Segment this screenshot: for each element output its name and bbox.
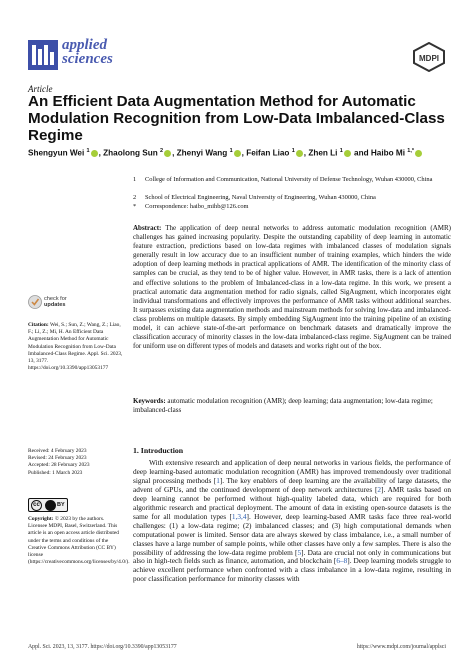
- author-separator: ,: [303, 148, 309, 158]
- author-separator: ,: [172, 148, 177, 158]
- cc-by-text: BY: [57, 502, 65, 508]
- footer-journal-link[interactable]: https://www.mdpi.com/journal/applsci: [356, 644, 446, 650]
- mdpi-logo-icon: [412, 42, 446, 72]
- check-for-updates-badge[interactable]: [28, 294, 88, 316]
- cc-by-license-badge[interactable]: [28, 498, 68, 512]
- affiliation-text: College of Information and Communication, National University of Defense Technology, Wuhan 430000, China: [145, 176, 433, 183]
- copyright-text: © 2023 by the authors. Licensee MDPI, Basel, Switzerland. This article is an open access article distributed under the terms and conditions of the Creative Commons Attribution (CC BY) license (https://creativecommons.org/licenses/by/4.0/).: [28, 516, 130, 566]
- author-separator: and: [351, 148, 371, 158]
- date-line: Received: 4 February 2023: [28, 448, 87, 454]
- orcid-icon[interactable]: [296, 150, 303, 157]
- abstract: [133, 224, 451, 351]
- orcid-icon[interactable]: [234, 150, 241, 157]
- author-separator: ,: [241, 148, 247, 158]
- author-name[interactable]: Haibo Mi: [370, 148, 408, 158]
- article-dates: [28, 448, 124, 477]
- publisher-name: MDPI: [419, 54, 439, 63]
- orcid-icon[interactable]: [91, 150, 98, 157]
- section-title: 1. Introduction: [133, 446, 184, 455]
- affiliation-item: [133, 203, 453, 211]
- reference-link[interactable]: 1: [216, 475, 220, 485]
- author-name[interactable]: Zhenyi Wang: [176, 148, 230, 158]
- keywords-label: Keywords:: [133, 397, 166, 405]
- author-affiliation-sup: 1: [86, 148, 90, 154]
- keywords-text: automatic modulation recognition (AMR); deep learning; data augmentation; low-data regime; imbalanced-class: [133, 397, 433, 415]
- affiliation-item: [133, 194, 453, 202]
- author-affiliation-sup: 2: [160, 148, 164, 154]
- author-affiliation-sup: 1: [291, 148, 295, 154]
- introduction-paragraph: [133, 459, 451, 584]
- check-updates-icon: [28, 294, 42, 310]
- intro-text: With extensive research and application of deep neural networks in various fields, the performance of deep learning-based automatic modulation recognition (AMR) has improved tremendously over traditional signal processing methods [: [133, 458, 451, 485]
- citation-label: Citation:: [28, 322, 49, 328]
- orcid-icon[interactable]: [415, 150, 422, 157]
- intro-text: ]. The key enablers of deep learning are the availability of large datasets, the advent of GPUs, and the continued development of deep network architectures [: [133, 475, 451, 494]
- intro-text: ]. However, deep learning-based AMR tasks face three real-world challenges: (1) a low-data regime; (2) imbalanced classes; and (3) high computational demands when computational power is limited. Sensor data are always skewed by class imbalance, i.e., a small number of classes have a large number of sample points, while other classes have only a few samples. There is also the possibility of addressing the low-data regime problem [: [133, 511, 451, 557]
- affiliation-number: 2: [133, 194, 137, 201]
- author-affiliation-sup: 1: [229, 148, 233, 154]
- date-line: Published: 1 March 2023: [28, 469, 83, 476]
- author-list: [28, 148, 448, 158]
- abstract-label: Abstract:: [133, 224, 162, 232]
- article-type: Article: [28, 84, 53, 94]
- date-line: Revised: 24 February 2023: [28, 455, 87, 462]
- attribution-icon: [45, 500, 56, 511]
- orcid-icon[interactable]: [164, 150, 171, 157]
- reference-link[interactable]: 6–8: [336, 556, 348, 566]
- reference-link[interactable]: 5: [297, 547, 302, 557]
- affiliation-number: 1: [133, 176, 137, 183]
- date-line: Accepted: 28 February 2023: [28, 462, 90, 469]
- keywords: [133, 397, 451, 415]
- intro-text: ]. Deep learning models struggle to achieve excellent performance when confronted with a class imbalance in a low-data regime, resulting in poor classification performance for minority classes with: [133, 556, 451, 584]
- intro-text: ]. AMR tasks based on deep learning cannot be performed without high-quality labeled data, which are required for both algorithmic research and practical deployment. The amount of data in existing open-source datasets is the same for all modulation types [: [133, 484, 451, 521]
- affiliation-number: *: [133, 203, 137, 210]
- journal-name-line1: applied: [62, 37, 107, 53]
- journal-name: [62, 38, 113, 66]
- abstract-text: The application of deep neural networks to address automatic modulation recognition (AMR) challenges has gained increasing popularity. Despite the outstanding capability of deep learning in automatic feature extraction, predictions based on low-data regimes with imbalanced classes of modulation signals generally result in low accuracy due to an insufficient number of training examples, which hinders the wide adoption of deep learning methods in practical applications of AMR. The identification of the minority class of samples can be crucial, as they tend to be of higher value. However, in AMR tasks, there is a lack of attention and effective solutions to the problem of Imbalanced-class in a low-data regime. In this work, we present a practical automatic data augmentation method for radio signals, called SigAugment, which incorporates eight individual transformations and effectively improves the performance of AMR tasks without additional searches. It surpasses existing data augmentation methods and mainstream methods for solving low-data and imbalanced-class problems on multiple datasets. By simply embedding SigAugment into the training pipeline of an existing model, it can achieve state-of-the-art performance on benchmark datasets and dramatically improve the classification accuracy of minority classes in the low-data imbalanced-class regime. SigAugment can be trained for uniform use on different types of models and datasets and works right out of the box.: [133, 224, 452, 351]
- reference-link[interactable]: 2: [377, 484, 382, 494]
- author-name[interactable]: Shengyun Wei: [28, 148, 87, 158]
- author-name[interactable]: Zhen Li: [308, 148, 340, 158]
- article-title: An Efficient Data Augmentation Method for Automatic Modulation Recognition from Low-Data Imbalanced-Class Regime: [28, 93, 445, 144]
- affiliation-text: School of Electrical Engineering, Naval University of Engineering, Wuhan 430000, China: [145, 194, 376, 201]
- author-affiliation-sup: 1: [339, 148, 343, 154]
- journal-header: [28, 36, 446, 76]
- affiliation-item: [133, 176, 453, 184]
- cc-icon: cc: [31, 500, 42, 511]
- citation: [28, 322, 124, 372]
- journal-logo-icon: [28, 40, 58, 70]
- orcid-icon[interactable]: [344, 150, 351, 157]
- citation-text: Wei, S.; Sun, Z.; Wang, Z.; Liao, F.; Li, Z.; Mi, H. An Efficient Data Augmentation Method for Automatic Modulation Recognition from Low-Data Imbalanced-Class Regime. Appl. Sci. 2023, 13, 3177. https://doi.org/10.3390/app13053177: [28, 322, 123, 372]
- author-separator: ,: [98, 148, 104, 158]
- copyright: [28, 516, 130, 566]
- footer-citation: Appl. Sci. 2023, 13, 3177. https://doi.org/10.3390/app13053177: [28, 644, 177, 650]
- journal-name-line2: sciences: [62, 51, 113, 67]
- author-name[interactable]: Zhaolong Sun: [103, 148, 161, 158]
- affiliation-text: Correspondence: haibo_mihb@126.com: [145, 203, 249, 210]
- reference-link[interactable]: 1,3,4: [231, 511, 247, 521]
- check-updates-line1: check for: [44, 296, 67, 302]
- author-name[interactable]: Feifan Liao: [246, 148, 292, 158]
- intro-text: ]. Data are crucial not only in communications but also in high-tech fields such as finance, automation, and blockchain [: [133, 547, 451, 566]
- author-affiliation-sup: 1,*: [407, 148, 415, 154]
- copyright-label: Copyright:: [28, 516, 54, 522]
- check-updates-line2: updates: [44, 302, 66, 309]
